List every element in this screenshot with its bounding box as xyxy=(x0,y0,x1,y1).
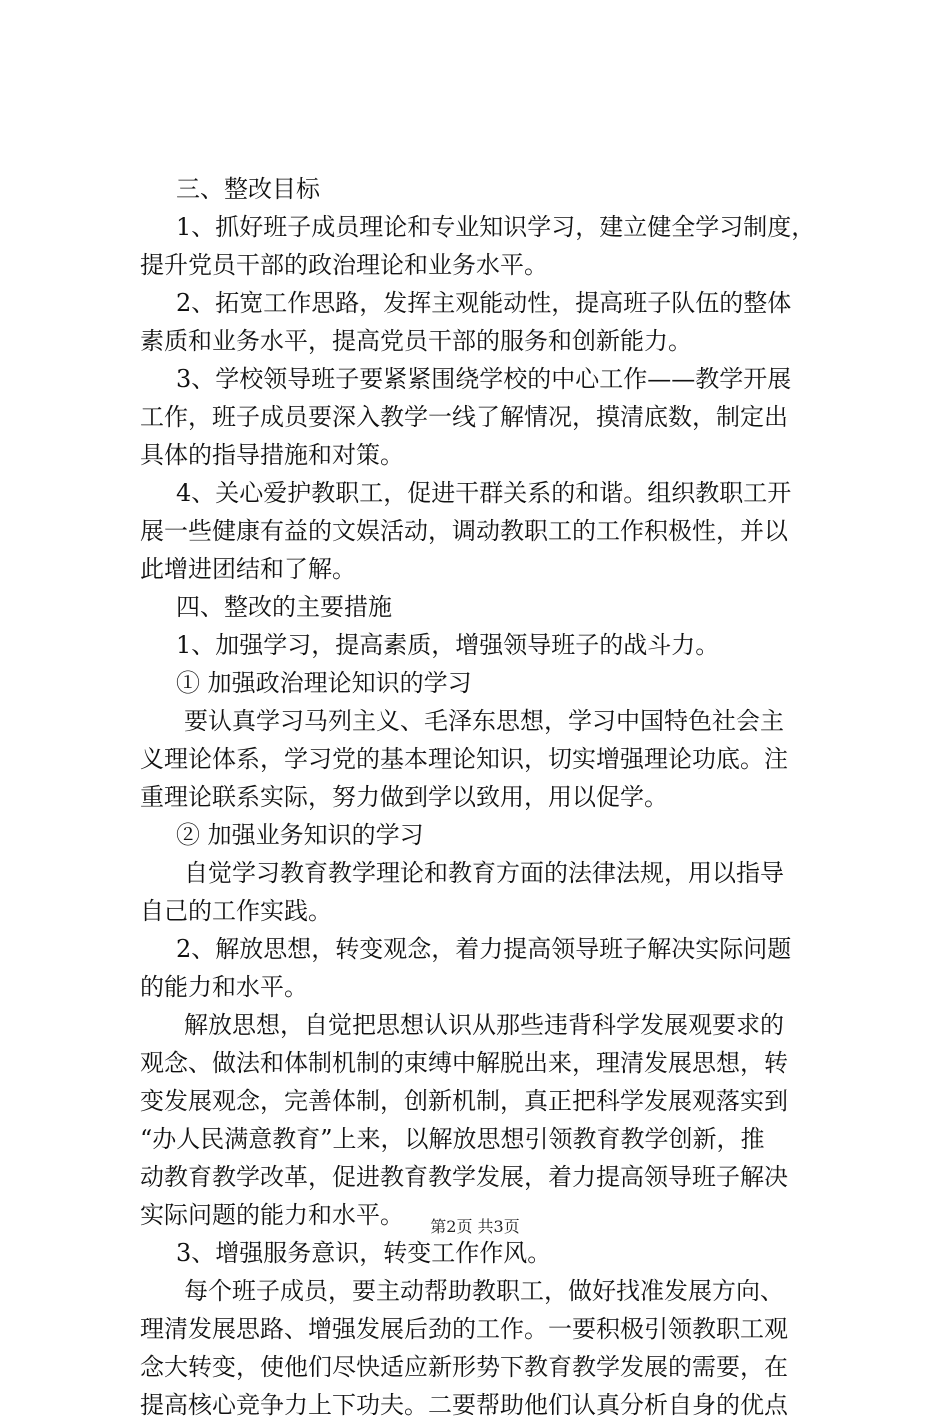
subheading: ② 加强业务知识的学习 xyxy=(176,821,424,849)
text-line: 工作，班子成员要深入教学一线了解情况，摸清底数，制定出 xyxy=(140,403,788,431)
section-heading-4: 四、整改的主要措施 xyxy=(176,593,392,621)
text-line: 要认真学习马列主义、毛泽东思想，学习中国特色社会主 xyxy=(184,707,784,735)
text-line: 理清发展思路、增强发展后劲的工作。一要积极引领教职工观 xyxy=(140,1315,788,1343)
text-line: 动教育教学改革，促进教育教学发展，着力提高领导班子解决 xyxy=(140,1163,788,1191)
text-line: 实际问题的能力和水平。 xyxy=(140,1201,404,1229)
text-line: 提升党员干部的政治理论和业务水平。 xyxy=(140,251,548,279)
text-line: 此增进团结和了解。 xyxy=(140,555,356,583)
text-line: 自己的工作实践。 xyxy=(140,897,332,925)
text-line: 2、解放思想，转变观念，着力提高领导班子解决实际问题 xyxy=(176,935,792,963)
text-line: 解放思想，自觉把思想认识从那些违背科学发展观要求的 xyxy=(184,1011,784,1039)
text-line: 每个班子成员，要主动帮助教职工，做好找准发展方向、 xyxy=(184,1277,784,1305)
text-line: 重理论联系实际，努力做到学以致用，用以促学。 xyxy=(140,783,668,811)
text-line: 义理论体系，学习党的基本理论知识，切实增强理论功底。注 xyxy=(140,745,788,773)
text-line: 观念、做法和体制机制的束缚中解脱出来，理清发展思想，转 xyxy=(140,1049,788,1077)
text-line: 具体的指导措施和对策。 xyxy=(140,441,404,469)
text-line: 提高核心竞争力上下功夫。二要帮助他们认真分析自身的优点 xyxy=(140,1391,788,1419)
text-line: 1、抓好班子成员理论和专业知识学习，建立健全学习制度， xyxy=(176,213,816,241)
section-heading-3: 三、整改目标 xyxy=(176,175,320,203)
text-line: 自觉学习教育教学理论和教育方面的法律法规，用以指导 xyxy=(184,859,784,887)
text-line: “办人民满意教育”上来，以解放思想引领教育教学创新，推 xyxy=(140,1125,765,1153)
text-line: 3、增强服务意识，转变工作作风。 xyxy=(176,1239,552,1267)
text-line: 展一些健康有益的文娱活动，调动教职工的工作积极性，并以 xyxy=(140,517,788,545)
subheading: ① 加强政治理论知识的学习 xyxy=(176,669,472,697)
text-line: 3、学校领导班子要紧紧围绕学校的中心工作——教学开展 xyxy=(176,365,792,393)
text-line: 2、拓宽工作思路，发挥主观能动性，提高班子队伍的整体 xyxy=(176,289,792,317)
text-line: 素质和业务水平，提高党员干部的服务和创新能力。 xyxy=(140,327,692,355)
page-number-footer: 第2页 共3页 xyxy=(430,1217,520,1236)
text-line: 念大转变，使他们尽快适应新形势下教育教学发展的需要，在 xyxy=(140,1353,788,1381)
text-line: 1、加强学习，提高素质，增强领导班子的战斗力。 xyxy=(176,631,720,659)
text-line: 4、关心爱护教职工，促进干群关系的和谐。组织教职工开 xyxy=(176,479,792,507)
text-line: 变发展观念，完善体制，创新机制，真正把科学发展观落实到 xyxy=(140,1087,788,1115)
text-line: 的能力和水平。 xyxy=(140,973,308,1001)
